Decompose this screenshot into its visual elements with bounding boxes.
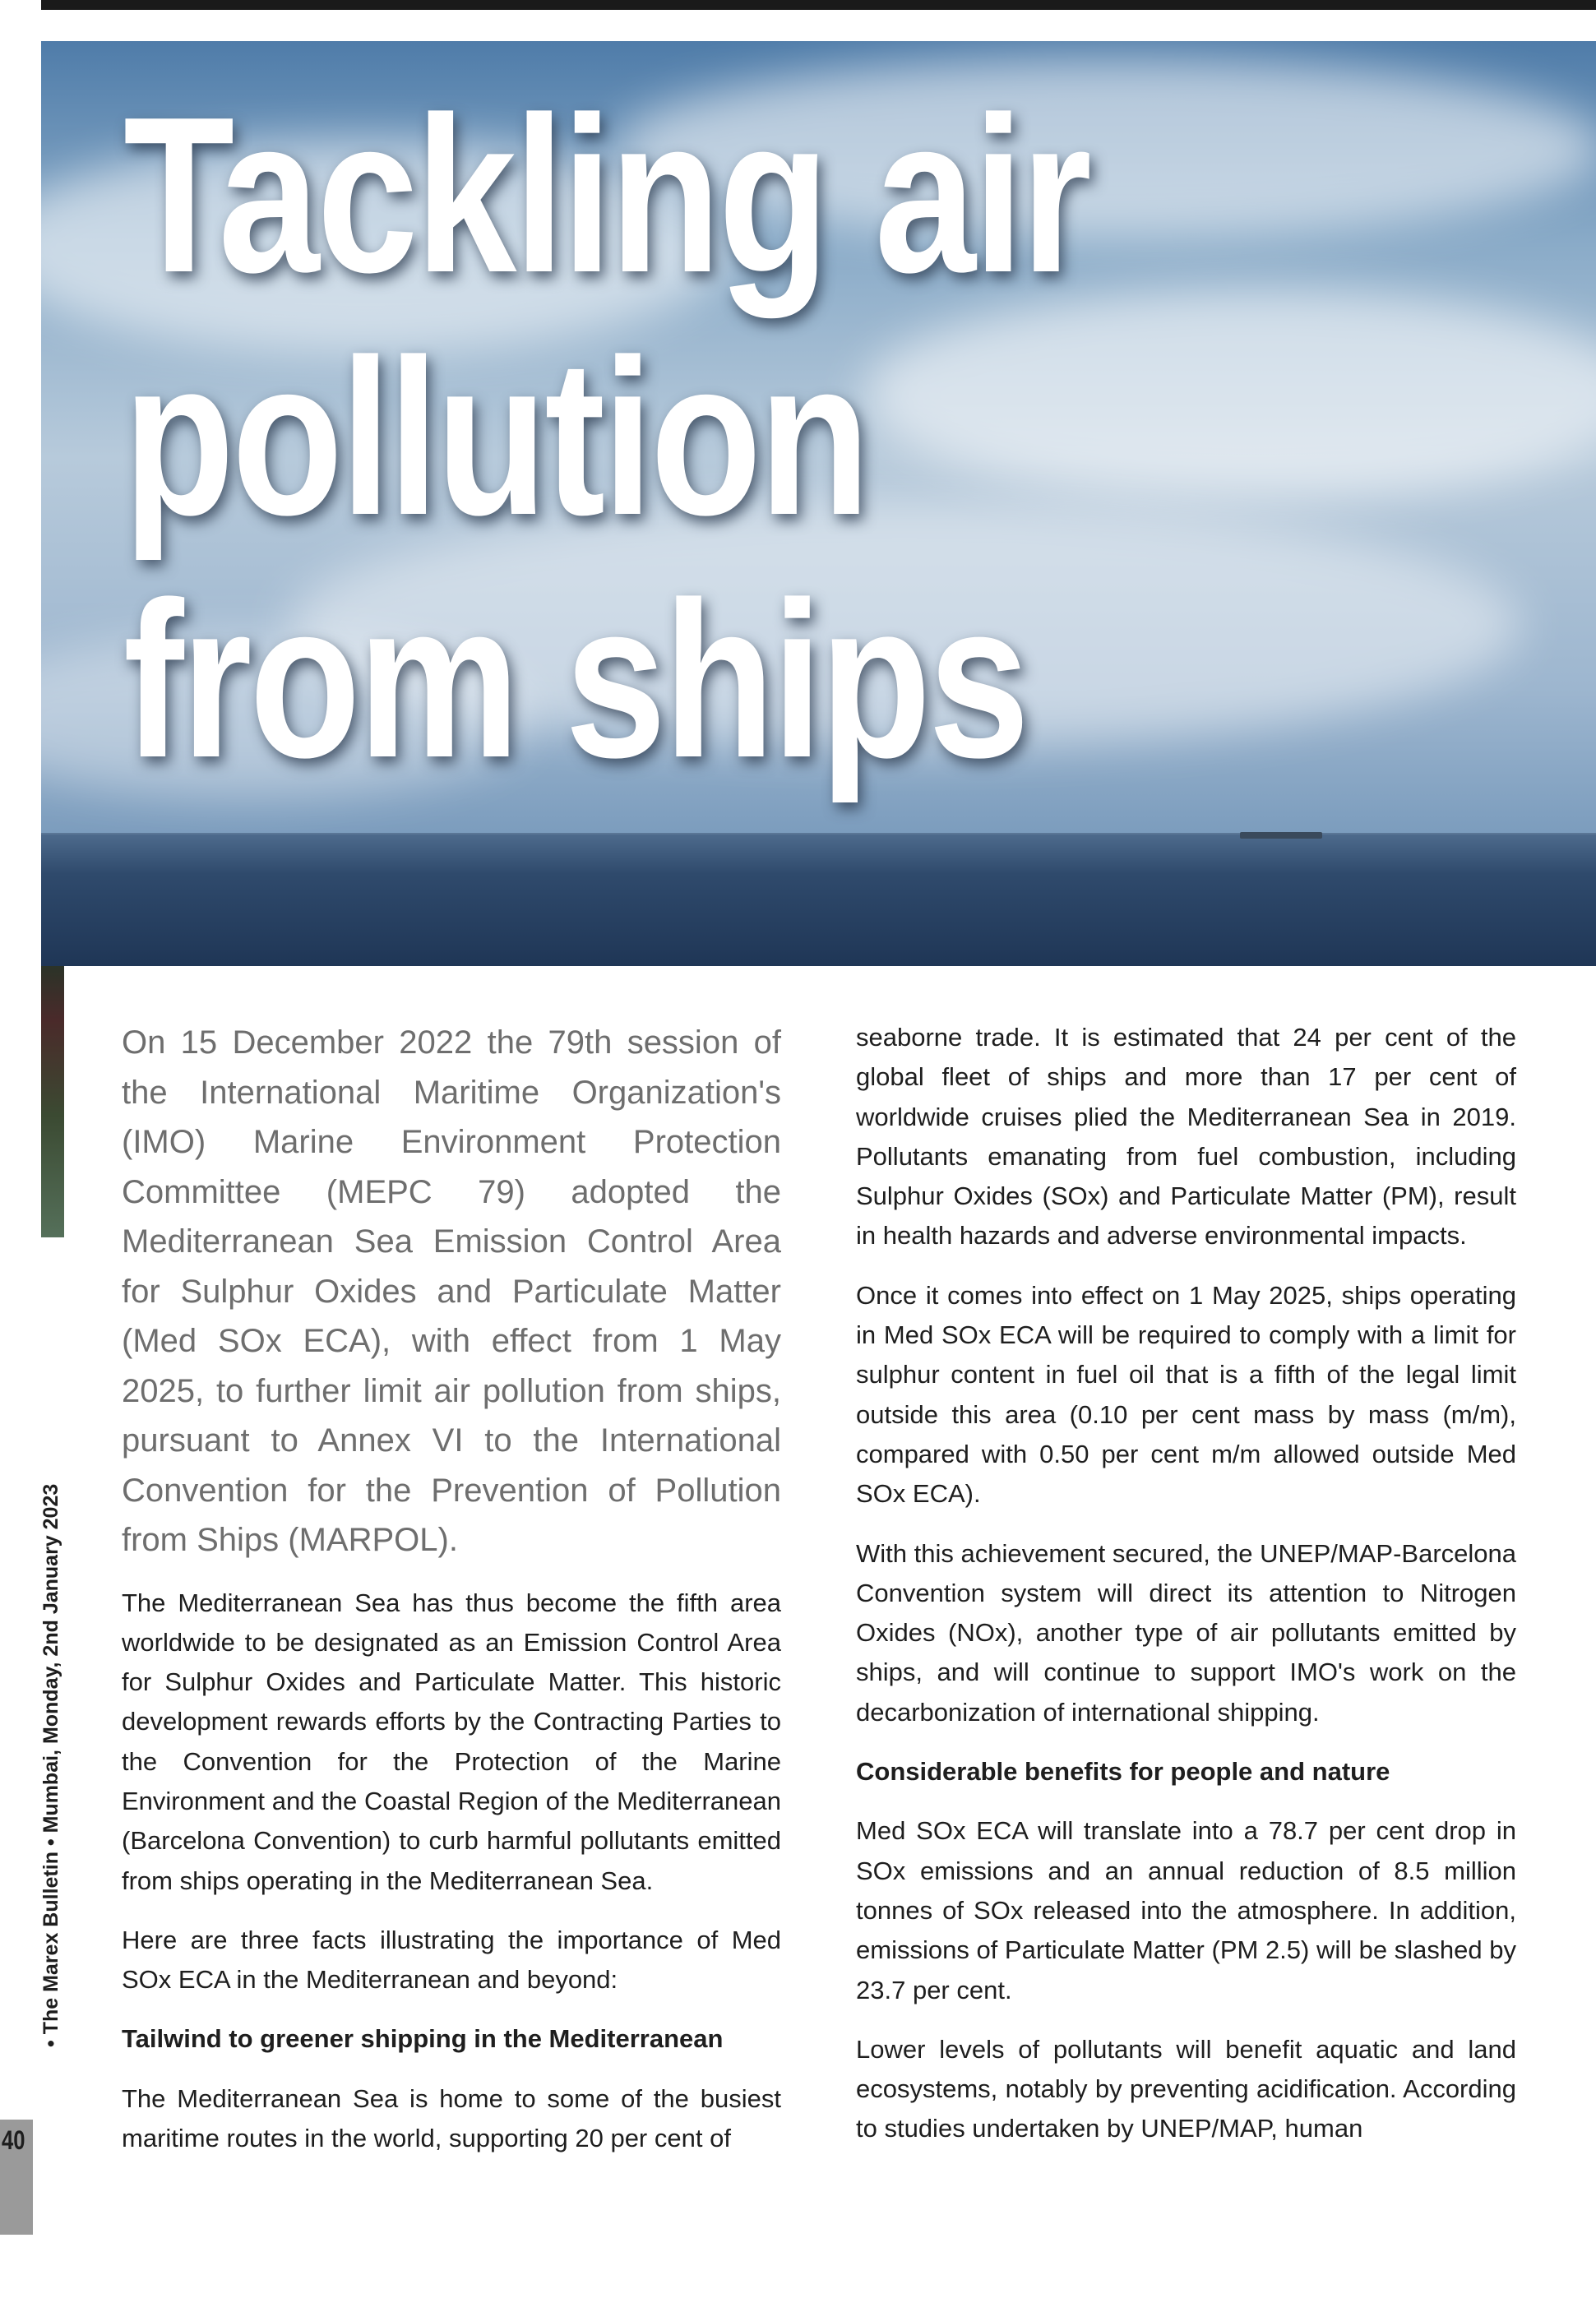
hero-sky-sea-photo — [41, 41, 1596, 966]
sea — [41, 835, 1596, 966]
body-paragraph: Lower levels of pollutants will benefit aquatic and land ecosystems, notably by preventing acidification. According to studies undertaken by UNEP/MAP, human — [856, 2034, 1516, 2143]
article-column-right — [856, 1018, 1516, 2169]
subheading: Tailwind to greener shipping in the Mediterranean — [122, 2024, 724, 2054]
body-paragraph: Med SOx ECA will translate into a 78.7 per cent drop in SOx emissions and an annual reduction of 8.5 million tonnes of SOx released into the atmosphere. In addition, emissions of Particulate Matter (PM 2.5) will be slashed by 23.7 per cent. — [856, 1816, 1516, 2004]
body-paragraph: The Mediterranean Sea is home to some of the busiest maritime routes in the world, supporting 20 per cent of — [122, 2083, 781, 2153]
distant-ship — [1240, 832, 1322, 839]
article-column-left — [122, 1018, 781, 2178]
body-paragraph: seaborne trade. It is estimated that 24 per cent of the global fleet of ships and more than 17 per cent of worldwide cruises plied the Mediterranean Sea in 2019. Pollutants emanating from fuel combustion, including Sulphur Oxides (SOx) and Particulate Matter (PM), result in health hazards and adverse environmental impacts. — [856, 1023, 1516, 1251]
lead-paragraph: On 15 December 2022 the 79th session of the International Maritime Organization's (IMO) Marine Environment Protection Committee (MEPC 79) adopted the Mediterranean Sea Emission Control Area for Sulphur Oxides and Particulate Matter (Med SOx ECA), with effect from 1 May 2025, to further limit air pollution from ships, pursuant to Annex VI to the International Convention for the Prevention of Pollution from Ships (MARPOL). — [122, 1024, 781, 1558]
top-rule — [41, 0, 1596, 10]
subheading: Considerable benefits for people and nature — [856, 1757, 1390, 1787]
publication-spine-text: • The Marex Bulletin • Mumbai, Monday, 2nd January 2023 — [39, 1483, 62, 2047]
body-paragraph: Here are three facts illustrating the importance of Med SOx ECA in the Mediterranean and beyond: — [122, 1925, 781, 1995]
body-paragraph: The Mediterranean Sea has thus become the fifth area worldwide to be designated as an Emission Control Area for Sulphur Oxides and Particulate Matter. This historic development rewards efforts by the Contracting Parties to the Convention for the Protection of the Marine Environment and the Coastal Region of the Mediterranean (Barcelona Convention) to curb harmful pollutants emitted from ships operating in the Mediterranean Sea. — [122, 1588, 781, 1895]
body-paragraph: Once it comes into effect on 1 May 2025, ships operating in Med SOx ECA will be required to comply with a limit for sulphur content in fuel oil that is a fifth of the legal limit outside this area (0.10 per cent mass by mass (m/m), compared with 0.50 per cent m/m allowed outside Med SOx ECA). — [856, 1280, 1516, 1509]
side-photo-strip — [41, 966, 64, 1237]
page-number: 40 — [2, 2125, 25, 2155]
article-headline: Tackling air pollution from ships — [123, 72, 1089, 804]
body-paragraph: With this achievement secured, the UNEP/MAP-Barcelona Convention system will direct its attention to Nitrogen Oxides (NOx), another type of air pollutants emitted by ships, and will continue to support IMO's work on the decarbonization of international shipping. — [856, 1538, 1516, 1727]
